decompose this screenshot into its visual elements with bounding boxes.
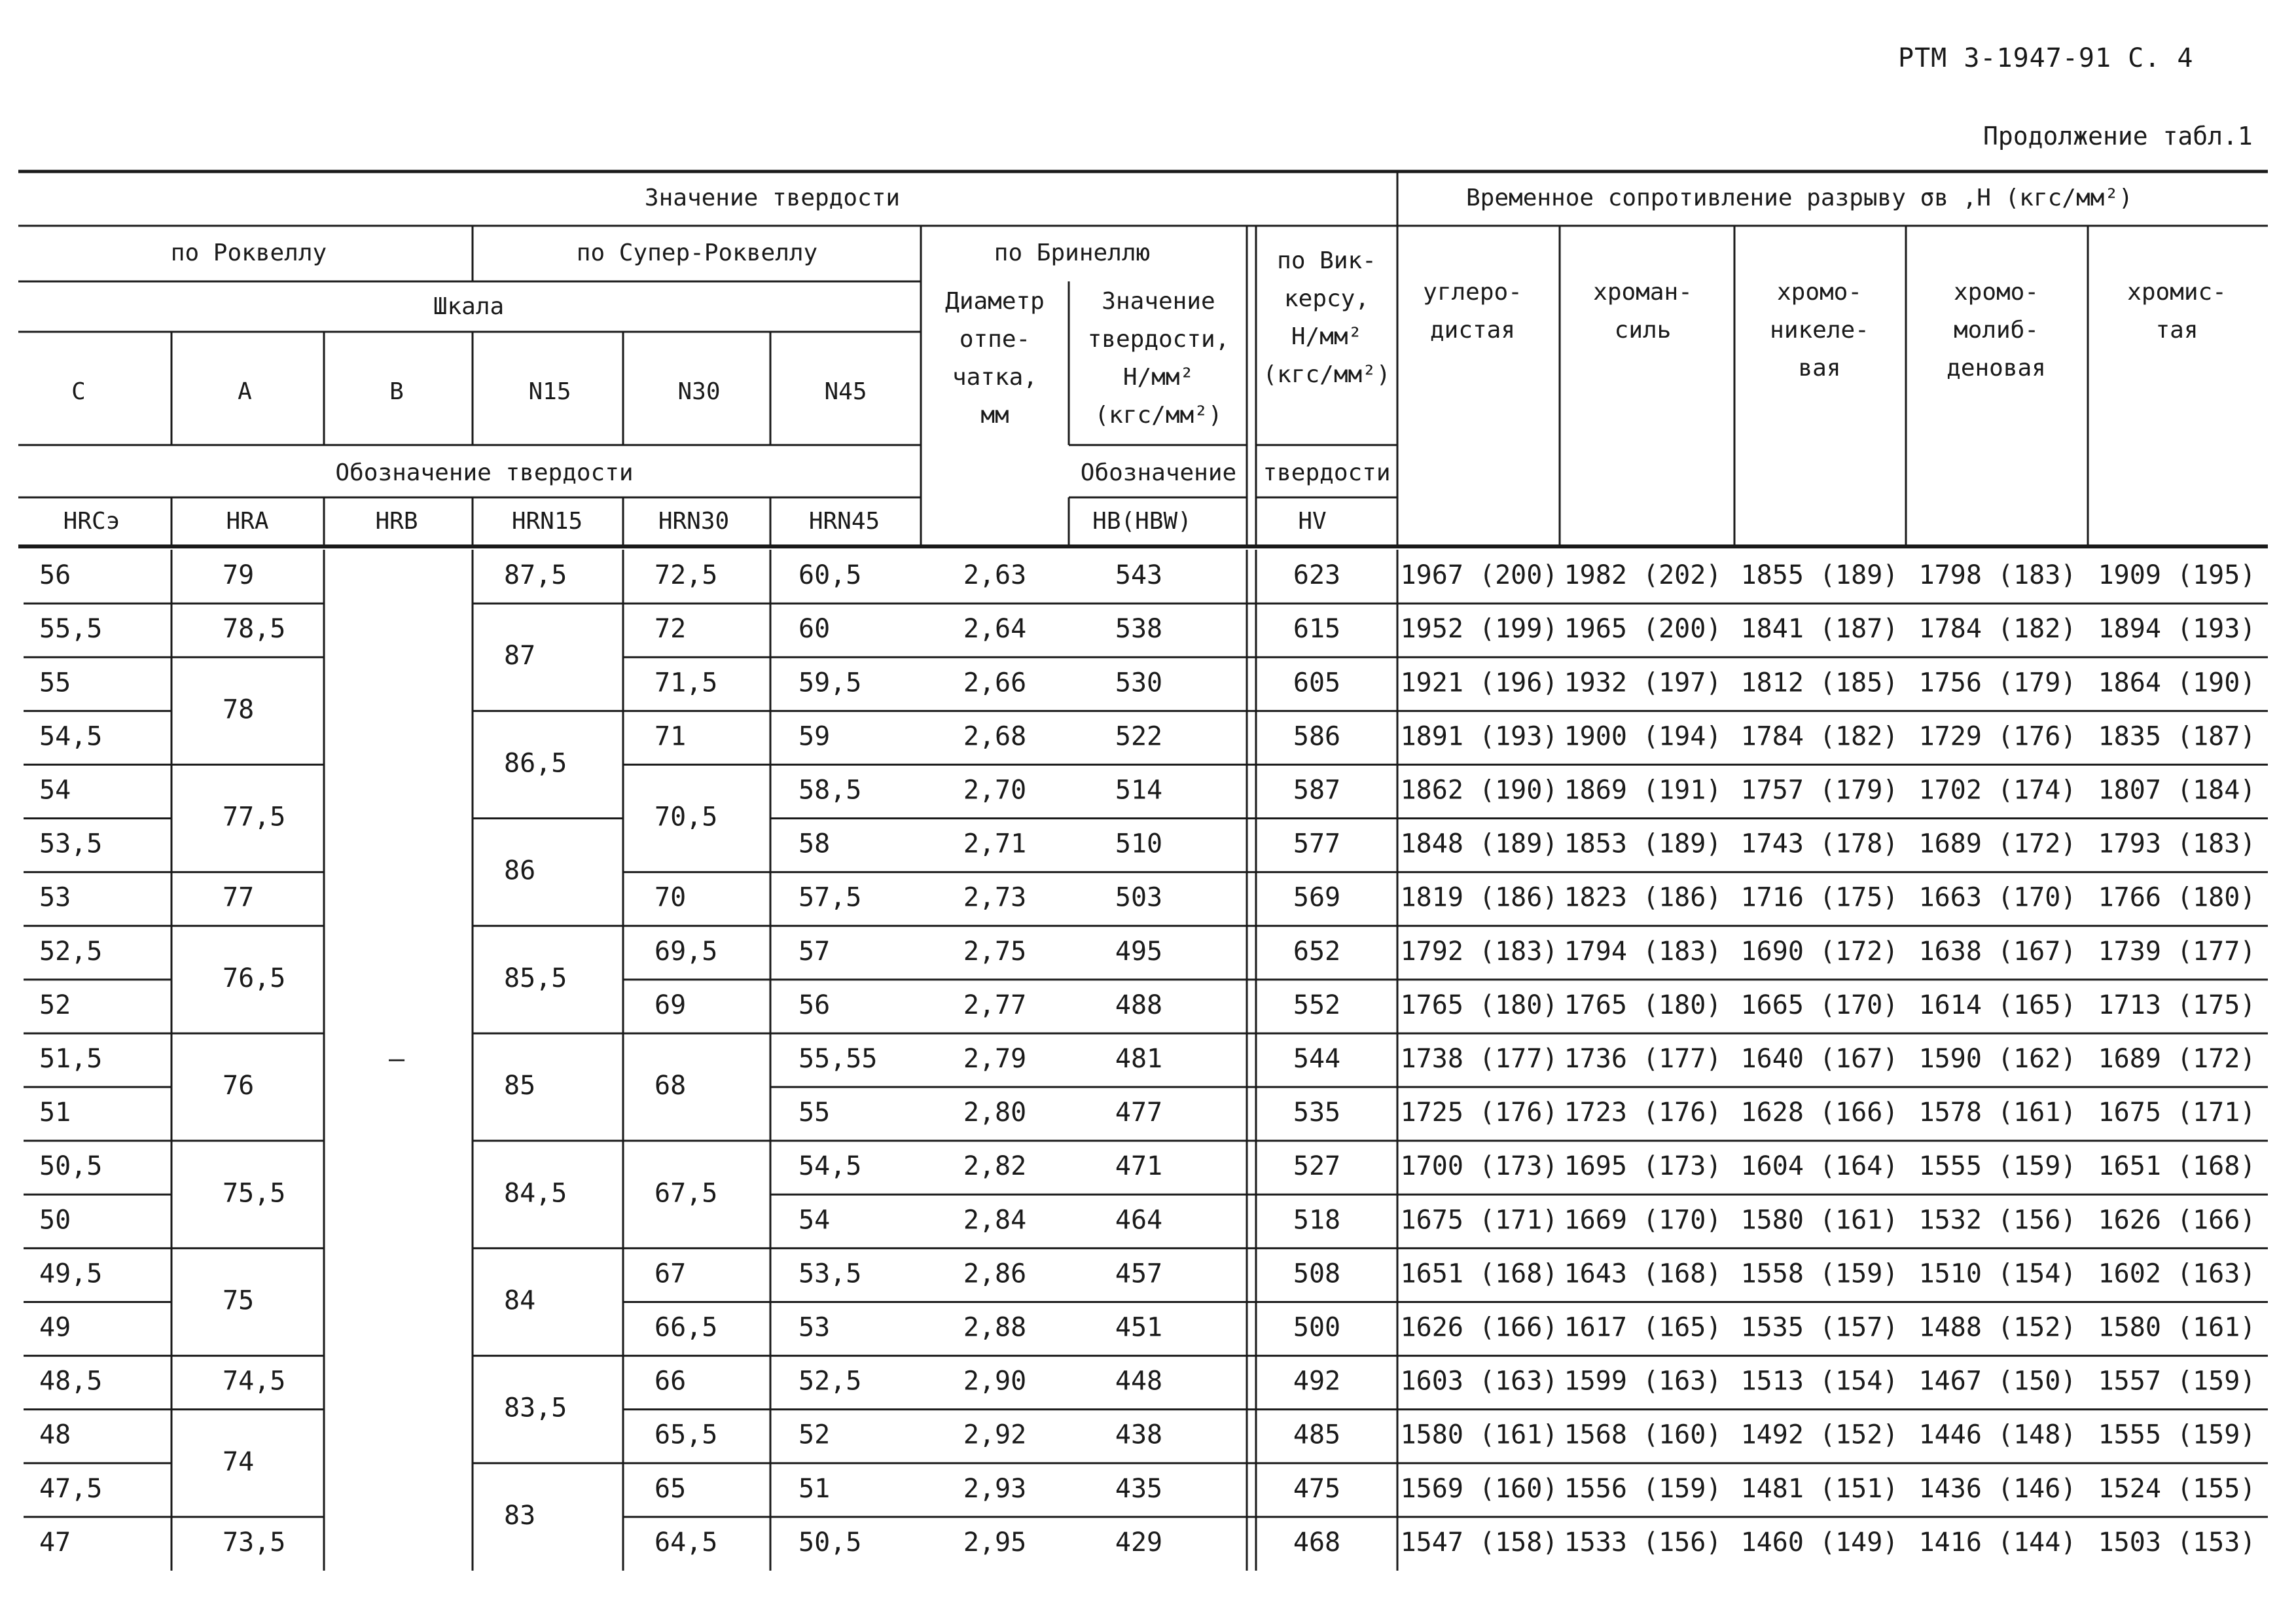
hrc-cell: 55 — [39, 668, 71, 698]
header-steel-chromansil: силь — [1614, 317, 1672, 344]
chromansil-steel-cell: 1736 (177) — [1564, 1044, 1722, 1074]
header-vickers: по Вик- — [1277, 247, 1376, 274]
chromansil-steel-cell: 1982 (202) — [1564, 560, 1722, 591]
chromomolybdenum-steel-cell: 1689 (172) — [1918, 829, 2077, 859]
table-continuation-caption: Продолжение табл.1 — [1983, 122, 2253, 151]
header-steel-chromium: тая — [2155, 317, 2198, 344]
chromansil-steel-cell: 1823 (186) — [1564, 882, 1722, 913]
hrn30-cell: 67,5 — [655, 1178, 718, 1209]
chromansil-steel-cell: 1765 (180) — [1564, 990, 1722, 1020]
chromomolybdenum-steel-cell: 1784 (182) — [1918, 614, 2077, 645]
carbon-steel-cell: 1848 (189) — [1400, 829, 1558, 859]
hrn45-cell: 59,5 — [798, 668, 862, 698]
header-steel-chromomolybdenum: хромо- — [1953, 279, 2039, 306]
imprint-diameter-cell: 2,64 — [963, 614, 1027, 645]
chromomolybdenum-steel-cell: 1510 (154) — [1918, 1258, 2077, 1289]
chromonickel-steel-cell: 1535 (157) — [1740, 1312, 1899, 1343]
brinell-cell: 451 — [1115, 1312, 1163, 1343]
hrn45-cell: 55 — [798, 1097, 831, 1128]
chromonickel-steel-cell: 1513 (154) — [1740, 1366, 1899, 1397]
chromansil-steel-cell: 1900 (194) — [1564, 721, 1722, 752]
hrn30-cell: 66,5 — [655, 1312, 718, 1343]
imprint-diameter-cell: 2,63 — [963, 560, 1027, 591]
chromansil-steel-cell: 1695 (173) — [1564, 1151, 1722, 1182]
imprint-diameter-cell: 2,82 — [963, 1151, 1027, 1182]
hrn30-cell: 64,5 — [655, 1527, 718, 1558]
hrn15-cell: 85,5 — [504, 963, 567, 993]
header-scale-n45: N45 — [824, 378, 867, 405]
header-symbol: HV — [1298, 508, 1327, 535]
hra-cell: 73,5 — [223, 1527, 286, 1558]
chromomolybdenum-steel-cell: 1798 (183) — [1918, 560, 2077, 591]
chromium-steel-cell: 1580 (161) — [2098, 1312, 2256, 1343]
header-imprint-diameter: Диаметр — [945, 288, 1045, 315]
chromium-steel-cell: 1739 (177) — [2098, 936, 2256, 967]
chromansil-steel-cell: 1568 (160) — [1564, 1419, 1722, 1450]
header-symbol: HRB — [375, 508, 418, 535]
hrc-cell: 52,5 — [39, 936, 103, 967]
brinell-cell: 438 — [1115, 1419, 1163, 1450]
imprint-diameter-cell: 2,80 — [963, 1097, 1027, 1128]
header-brinell-value: твердости, — [1087, 326, 1230, 353]
hra-cell: 77,5 — [223, 802, 286, 832]
header-steel-carbon: углеро- — [1423, 279, 1522, 306]
hrn15-cell: 85 — [504, 1071, 536, 1101]
hrn45-cell: 60 — [798, 614, 831, 645]
vickers-cell: 544 — [1293, 1044, 1341, 1074]
chromomolybdenum-steel-cell: 1638 (167) — [1918, 936, 2077, 967]
chromansil-steel-cell: 1599 (163) — [1564, 1366, 1722, 1397]
hrn15-cell: 84 — [504, 1285, 536, 1316]
carbon-steel-cell: 1792 (183) — [1400, 936, 1558, 967]
chromium-steel-cell: 1651 (168) — [2098, 1151, 2256, 1182]
hrn15-cell: 83,5 — [504, 1393, 567, 1423]
carbon-steel-cell: 1547 (158) — [1400, 1527, 1558, 1558]
carbon-steel-cell: 1700 (173) — [1400, 1151, 1558, 1182]
hrn30-cell: 70,5 — [655, 802, 718, 832]
hrn15-cell: 86,5 — [504, 748, 567, 779]
hrn45-cell: 58,5 — [798, 775, 862, 806]
carbon-steel-cell: 1765 (180) — [1400, 990, 1558, 1020]
hra-cell: 79 — [223, 560, 255, 591]
vickers-cell: 623 — [1293, 560, 1341, 591]
hrc-cell: 49,5 — [39, 1258, 103, 1289]
vickers-cell: 535 — [1293, 1097, 1341, 1128]
header-scale-n30: N30 — [677, 378, 721, 405]
vickers-cell: 552 — [1293, 990, 1341, 1020]
vickers-cell: 569 — [1293, 882, 1341, 913]
hrn45-cell: 52 — [798, 1419, 831, 1450]
header-hardness-value: Значение твердости — [644, 185, 901, 211]
chromonickel-steel-cell: 1558 (159) — [1740, 1258, 1899, 1289]
chromonickel-steel-cell: 1604 (164) — [1740, 1151, 1899, 1182]
hrn45-cell: 57,5 — [798, 882, 862, 913]
header-imprint-diameter: мм — [980, 402, 1009, 429]
vickers-cell: 500 — [1293, 1312, 1341, 1343]
brinell-cell: 477 — [1115, 1097, 1163, 1128]
imprint-diameter-cell: 2,70 — [963, 775, 1027, 806]
hrn45-cell: 57 — [798, 936, 831, 967]
chromansil-steel-cell: 1556 (159) — [1564, 1473, 1722, 1504]
imprint-diameter-cell: 2,73 — [963, 882, 1027, 913]
hrc-cell: 54,5 — [39, 721, 103, 752]
chromonickel-steel-cell: 1690 (172) — [1740, 936, 1899, 967]
chromonickel-steel-cell: 1640 (167) — [1740, 1044, 1899, 1074]
hrc-cell: 55,5 — [39, 614, 103, 645]
carbon-steel-cell: 1862 (190) — [1400, 775, 1558, 806]
hrc-cell: 54 — [39, 775, 71, 806]
header-steel-chromomolybdenum: деновая — [1946, 355, 2046, 382]
header-designation: Обозначение твердости — [335, 459, 634, 486]
brinell-cell: 488 — [1115, 990, 1163, 1020]
hrc-cell: 51 — [39, 1097, 71, 1128]
chromonickel-steel-cell: 1812 (185) — [1740, 668, 1899, 698]
hra-cell: 78 — [223, 694, 255, 725]
header-brinell-value: Н/мм² — [1122, 364, 1194, 391]
chromomolybdenum-steel-cell: 1532 (156) — [1918, 1205, 2077, 1236]
chromonickel-steel-cell: 1628 (166) — [1740, 1097, 1899, 1128]
hrc-cell: 47,5 — [39, 1473, 103, 1504]
carbon-steel-cell: 1725 (176) — [1400, 1097, 1558, 1128]
brinell-cell: 471 — [1115, 1151, 1163, 1182]
carbon-steel-cell: 1569 (160) — [1400, 1473, 1558, 1504]
chromomolybdenum-steel-cell: 1663 (170) — [1918, 882, 2077, 913]
chromansil-steel-cell: 1617 (165) — [1564, 1312, 1722, 1343]
vickers-cell: 468 — [1293, 1527, 1341, 1558]
header-vickers: Н/мм² — [1291, 323, 1363, 350]
header-imprint-diameter: чатка, — [952, 364, 1038, 391]
brinell-cell: 543 — [1115, 560, 1163, 591]
hrc-cell: 56 — [39, 560, 71, 591]
vickers-cell: 527 — [1293, 1151, 1341, 1182]
header-tensile-strength: Временное сопротивление разрыву σв ,Н (кгс/мм²) — [1466, 185, 2133, 211]
hrn15-cell: 86 — [504, 855, 536, 886]
vickers-cell: 508 — [1293, 1258, 1341, 1289]
hrc-cell: 52 — [39, 990, 71, 1020]
header-scale-a: А — [238, 378, 252, 405]
brinell-cell: 429 — [1115, 1527, 1163, 1558]
chromium-steel-cell: 1675 (171) — [2098, 1097, 2256, 1128]
hrn15-cell: 87 — [504, 641, 536, 671]
carbon-steel-cell: 1580 (161) — [1400, 1419, 1558, 1450]
chromonickel-steel-cell: 1757 (179) — [1740, 775, 1899, 806]
header-scale-b: В — [389, 378, 404, 405]
hrc-cell: 51,5 — [39, 1044, 103, 1074]
chromium-steel-cell: 1557 (159) — [2098, 1366, 2256, 1397]
imprint-diameter-cell: 2,75 — [963, 936, 1027, 967]
imprint-diameter-cell: 2,88 — [963, 1312, 1027, 1343]
header-steel-chromonickel: вая — [1798, 355, 1841, 382]
hrn30-cell: 69 — [655, 990, 687, 1020]
carbon-steel-cell: 1891 (193) — [1400, 721, 1558, 752]
hrc-cell: 48,5 — [39, 1366, 103, 1397]
chromonickel-steel-cell: 1460 (149) — [1740, 1527, 1899, 1558]
chromonickel-steel-cell: 1841 (187) — [1740, 614, 1899, 645]
hrc-cell: 53,5 — [39, 829, 103, 859]
hrn45-cell: 51 — [798, 1473, 831, 1504]
header-symbol: HRN45 — [808, 508, 880, 535]
hra-cell: 76,5 — [223, 963, 286, 993]
chromonickel-steel-cell: 1665 (170) — [1740, 990, 1899, 1020]
header-vickers: керсу, — [1283, 285, 1370, 312]
vickers-cell: 615 — [1293, 614, 1341, 645]
chromium-steel-cell: 1524 (155) — [2098, 1473, 2256, 1504]
chromonickel-steel-cell: 1784 (182) — [1740, 721, 1899, 752]
imprint-diameter-cell: 2,71 — [963, 829, 1027, 859]
imprint-diameter-cell: 2,93 — [963, 1473, 1027, 1504]
imprint-diameter-cell: 2,77 — [963, 990, 1027, 1020]
hra-cell: 75 — [223, 1285, 255, 1316]
brinell-cell: 457 — [1115, 1258, 1163, 1289]
header-brinell-value: Значение — [1102, 288, 1215, 315]
imprint-diameter-cell: 2,66 — [963, 668, 1027, 698]
brinell-cell: 514 — [1115, 775, 1163, 806]
page-reference: РТМ 3-1947-91 С. 4 — [1898, 43, 2194, 73]
chromansil-steel-cell: 1932 (197) — [1564, 668, 1722, 698]
chromomolybdenum-steel-cell: 1488 (152) — [1918, 1312, 2077, 1343]
vickers-cell: 492 — [1293, 1366, 1341, 1397]
brinell-cell: 464 — [1115, 1205, 1163, 1236]
header-symbol: HRN15 — [511, 508, 583, 535]
brinell-cell: 495 — [1115, 936, 1163, 967]
hrn45-cell: 54 — [798, 1205, 831, 1236]
header-steel-chromansil: хроман- — [1593, 279, 1693, 306]
brinell-cell: 448 — [1115, 1366, 1163, 1397]
hrc-cell: 53 — [39, 882, 71, 913]
hrn15-cell: 83 — [504, 1500, 536, 1531]
header-steel-carbon: дистая — [1429, 317, 1516, 344]
hrb-cell: – — [388, 1044, 405, 1074]
chromansil-steel-cell: 1643 (168) — [1564, 1258, 1722, 1289]
header-symbol: HRA — [226, 508, 269, 535]
chromium-steel-cell: 1909 (195) — [2098, 560, 2256, 591]
chromomolybdenum-steel-cell: 1756 (179) — [1918, 668, 2077, 698]
chromonickel-steel-cell: 1580 (161) — [1740, 1205, 1899, 1236]
vickers-cell: 485 — [1293, 1419, 1341, 1450]
hrn30-cell: 70 — [655, 882, 687, 913]
brinell-cell: 530 — [1115, 668, 1163, 698]
hra-cell: 74 — [223, 1446, 255, 1477]
chromonickel-steel-cell: 1492 (152) — [1740, 1419, 1899, 1450]
chromonickel-steel-cell: 1716 (175) — [1740, 882, 1899, 913]
hrn45-cell: 55,55 — [798, 1044, 878, 1074]
brinell-cell: 435 — [1115, 1473, 1163, 1504]
header-symbol: HRN30 — [658, 508, 730, 535]
hrc-cell: 47 — [39, 1527, 71, 1558]
hra-cell: 78,5 — [223, 614, 286, 645]
hrn45-cell: 53,5 — [798, 1258, 862, 1289]
header-super-rockwell: по Супер-Роквеллу — [576, 240, 818, 266]
brinell-cell: 503 — [1115, 882, 1163, 913]
header-symbol: HRCэ — [63, 508, 120, 535]
chromansil-steel-cell: 1965 (200) — [1564, 614, 1722, 645]
hrn30-cell: 68 — [655, 1071, 687, 1101]
carbon-steel-cell: 1626 (166) — [1400, 1312, 1558, 1343]
hrn45-cell: 50,5 — [798, 1527, 862, 1558]
header-scale: Шкала — [433, 293, 505, 320]
imprint-diameter-cell: 2,79 — [963, 1044, 1027, 1074]
header-steel-chromium: хромис- — [2127, 279, 2227, 306]
chromomolybdenum-steel-cell: 1446 (148) — [1918, 1419, 2077, 1450]
chromium-steel-cell: 1807 (184) — [2098, 775, 2256, 806]
hrn45-cell: 53 — [798, 1312, 831, 1343]
imprint-diameter-cell: 2,95 — [963, 1527, 1027, 1558]
hra-cell: 77 — [223, 882, 255, 913]
chromium-steel-cell: 1689 (172) — [2098, 1044, 2256, 1074]
table-header — [63, 185, 2227, 535]
table-body — [39, 560, 2255, 1558]
hrn30-cell: 65,5 — [655, 1419, 718, 1450]
hrn45-cell: 56 — [798, 990, 831, 1020]
header-designation-mid: Обозначение — [1080, 459, 1237, 486]
hrn45-cell: 54,5 — [798, 1151, 862, 1182]
chromomolybdenum-steel-cell: 1578 (161) — [1918, 1097, 2077, 1128]
brinell-cell: 522 — [1115, 721, 1163, 752]
vickers-cell: 475 — [1293, 1473, 1341, 1504]
chromonickel-steel-cell: 1481 (151) — [1740, 1473, 1899, 1504]
carbon-steel-cell: 1952 (199) — [1400, 614, 1558, 645]
chromomolybdenum-steel-cell: 1555 (159) — [1918, 1151, 2077, 1182]
hrn15-cell: 87,5 — [504, 560, 567, 591]
chromomolybdenum-steel-cell: 1614 (165) — [1918, 990, 2077, 1020]
hrn30-cell: 72 — [655, 614, 687, 645]
chromansil-steel-cell: 1869 (191) — [1564, 775, 1722, 806]
header-scale-n15: N15 — [528, 378, 571, 405]
chromium-steel-cell: 1555 (159) — [2098, 1419, 2256, 1450]
hrn30-cell: 65 — [655, 1473, 687, 1504]
chromonickel-steel-cell: 1855 (189) — [1740, 560, 1899, 591]
hra-cell: 76 — [223, 1071, 255, 1101]
hrn30-cell: 66 — [655, 1366, 687, 1397]
chromonickel-steel-cell: 1743 (178) — [1740, 829, 1899, 859]
header-imprint-diameter: отпе- — [959, 326, 1031, 353]
chromomolybdenum-steel-cell: 1590 (162) — [1918, 1044, 2077, 1074]
imprint-diameter-cell: 2,90 — [963, 1366, 1027, 1397]
vickers-cell: 605 — [1293, 668, 1341, 698]
imprint-diameter-cell: 2,86 — [963, 1258, 1027, 1289]
chromomolybdenum-steel-cell: 1467 (150) — [1918, 1366, 2077, 1397]
carbon-steel-cell: 1603 (163) — [1400, 1366, 1558, 1397]
hrn30-cell: 71 — [655, 721, 687, 752]
chromansil-steel-cell: 1723 (176) — [1564, 1097, 1722, 1128]
imprint-diameter-cell: 2,68 — [963, 721, 1027, 752]
hrc-cell: 48 — [39, 1419, 71, 1450]
header-steel-chromonickel: хромо- — [1776, 279, 1863, 306]
vickers-cell: 652 — [1293, 936, 1341, 967]
chromium-steel-cell: 1835 (187) — [2098, 721, 2256, 752]
header-steel-chromomolybdenum: молиб- — [1953, 317, 2039, 344]
carbon-steel-cell: 1819 (186) — [1400, 882, 1558, 913]
chromium-steel-cell: 1503 (153) — [2098, 1527, 2256, 1558]
hrn30-cell: 67 — [655, 1258, 687, 1289]
hrn45-cell: 58 — [798, 829, 831, 859]
vickers-cell: 518 — [1293, 1205, 1341, 1236]
carbon-steel-cell: 1675 (171) — [1400, 1205, 1558, 1236]
hrn30-cell: 69,5 — [655, 936, 718, 967]
chromansil-steel-cell: 1533 (156) — [1564, 1527, 1722, 1558]
chromium-steel-cell: 1602 (163) — [2098, 1258, 2256, 1289]
chromomolybdenum-steel-cell: 1436 (146) — [1918, 1473, 2077, 1504]
header-symbol: HB(HBW) — [1092, 508, 1192, 535]
carbon-steel-cell: 1651 (168) — [1400, 1258, 1558, 1289]
hrn45-cell: 52,5 — [798, 1366, 862, 1397]
brinell-cell: 481 — [1115, 1044, 1163, 1074]
header-designation-right: твердости — [1263, 459, 1391, 486]
hrc-cell: 49 — [39, 1312, 71, 1343]
hra-cell: 75,5 — [223, 1178, 286, 1209]
hra-cell: 74,5 — [223, 1366, 286, 1397]
brinell-cell: 510 — [1115, 829, 1163, 859]
hrn30-cell: 72,5 — [655, 560, 718, 591]
chromium-steel-cell: 1894 (193) — [2098, 614, 2256, 645]
imprint-diameter-cell: 2,92 — [963, 1419, 1027, 1450]
chromomolybdenum-steel-cell: 1416 (144) — [1918, 1527, 2077, 1558]
chromansil-steel-cell: 1853 (189) — [1564, 829, 1722, 859]
header-brinell: по Бринеллю — [994, 240, 1151, 266]
vickers-cell: 586 — [1293, 721, 1341, 752]
header-rockwell: по Роквеллу — [170, 240, 327, 266]
vickers-cell: 577 — [1293, 829, 1341, 859]
chromansil-steel-cell: 1669 (170) — [1564, 1205, 1722, 1236]
hrn45-cell: 60,5 — [798, 560, 862, 591]
header-steel-chromonickel: никеле- — [1770, 317, 1869, 344]
chromium-steel-cell: 1793 (183) — [2098, 829, 2256, 859]
brinell-cell: 538 — [1115, 614, 1163, 645]
chromium-steel-cell: 1626 (166) — [2098, 1205, 2256, 1236]
chromium-steel-cell: 1864 (190) — [2098, 668, 2256, 698]
hrc-cell: 50,5 — [39, 1151, 103, 1182]
chromomolybdenum-steel-cell: 1729 (176) — [1918, 721, 2077, 752]
carbon-steel-cell: 1738 (177) — [1400, 1044, 1558, 1074]
header-scale-c: С — [71, 378, 86, 405]
hrn15-cell: 84,5 — [504, 1178, 567, 1209]
hrc-cell: 50 — [39, 1205, 71, 1236]
hrn30-cell: 71,5 — [655, 668, 718, 698]
carbon-steel-cell: 1921 (196) — [1400, 668, 1558, 698]
header-brinell-value: (кгс/мм²) — [1094, 402, 1223, 429]
hrn45-cell: 59 — [798, 721, 831, 752]
chromium-steel-cell: 1713 (175) — [2098, 990, 2256, 1020]
chromansil-steel-cell: 1794 (183) — [1564, 936, 1722, 967]
vickers-cell: 587 — [1293, 775, 1341, 806]
header-vickers: (кгс/мм²) — [1263, 361, 1391, 388]
imprint-diameter-cell: 2,84 — [963, 1205, 1027, 1236]
chromomolybdenum-steel-cell: 1702 (174) — [1918, 775, 2077, 806]
chromium-steel-cell: 1766 (180) — [2098, 882, 2256, 913]
carbon-steel-cell: 1967 (200) — [1400, 560, 1558, 591]
